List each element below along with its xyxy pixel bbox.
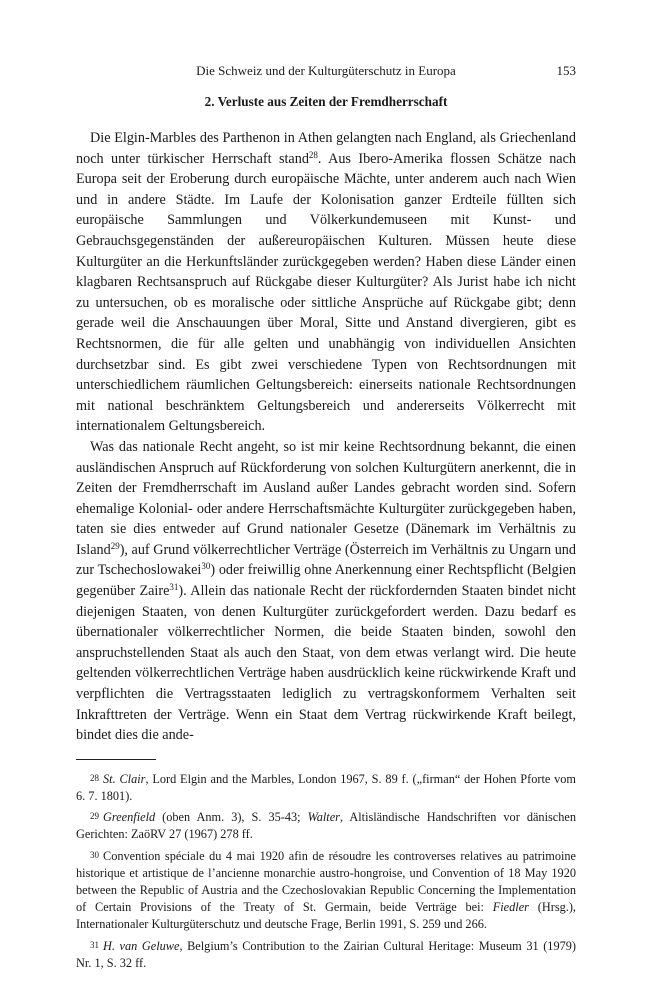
section-heading: 2. Verluste aus Zeiten der Fremdherrschaft <box>204 94 448 109</box>
footnote-author: Walter <box>307 810 340 825</box>
footnote-text: , Lord Elgin and the Marbles, London 1967, S. 89 f. („firman“ der Hohen Pforte vom 6. 7. 1801). <box>76 771 576 804</box>
footnote-ref-28[interactable]: 28 <box>308 149 318 160</box>
page-number: 153 <box>556 63 576 78</box>
footnote-text: , Belgium’s Contribution to the Zairian Cultural Heritage: Museum 31 (1979) Nr. 1, S. 32 ff. <box>76 938 576 970</box>
footnote-text: (Hrsg.), Internationaler Kulturgüterschutz und deutsche Frage, Berlin 1991, S. 259 und 266. <box>76 900 576 932</box>
footnote-number: 31 <box>90 939 99 950</box>
footnote-number: 29 <box>90 811 99 822</box>
footnote-30 <box>76 847 576 934</box>
paragraph-1-text-b: . Aus Ibero-Amerika flossen Schätze nach Europa seit der Eroberung durch europäische Mächte, unter anderem auch nach Wien und in andere Städte. Im Laufe der Kolonisation ganzer Erdteile füllten sich europäische Sammlungen und Völkerkundemuseen mit Kunst- und Gebrauchsgegenständen der außereuropäischen Kulturen. Müssen heute diese Kulturgüter an die Herkunftsländer zurückgegeben werden? Haben diese Länder einen klagbaren Rechtsanspruch auf Rückgabe dieser Kulturgüter? Als Jurist habe ich nicht zu untersuchen, ob es moralische oder sittliche Ansprüche auf Rückgabe gibt; denn gerade weil die Anschauungen über Moral, Sitte und Anstand divergieren, gibt es Rechtsnormen, die für alle gelten und unabhängig von individuellen Ansichten durchsetzbar sind. Es gibt zwei verschiedene Typen von Rechtsordnungen mit unterschiedlichem räumlichen Geltungsbereich: einerseits nationale Rechtsordnungen mit national beschränktem Geltungsbereich und andererseits Völkerrecht mit internationalem Geltungsbereich. <box>76 150 576 435</box>
paragraph-2-text-b: ), auf Grund völkerrechtlicher Verträge (Österreich im Verhältnis zu Ungarn und zur Tschechoslowakei <box>76 541 576 579</box>
footnote-text: , Altisländische Handschriften vor dänischen Gerichten: ZaöRV 27 (1967) 278 ff. <box>76 810 576 842</box>
footnote-number: 28 <box>90 772 99 783</box>
paragraph-2-text-c: ) oder freiwillig ohne Anerkennung einer Rechtspflicht (Belgien gegenüber Zaire <box>76 562 576 600</box>
footnote-text: (oben Anm. 3), S. 35-43; <box>155 810 308 825</box>
footnote-28 <box>76 770 576 805</box>
footnote-author: Greenfield <box>103 810 156 825</box>
footnote-ref-30[interactable]: 30 <box>201 561 211 572</box>
footnote-divider <box>76 759 156 760</box>
footnote-number: 30 <box>90 849 99 860</box>
paragraph-1-text-a: Die Elgin-Marbles des Parthenon in Athen gelangten nach England, als Griechenland noch unter türkischer Herrschaft stand <box>76 130 576 167</box>
footnote-author: St. Clair <box>103 771 146 786</box>
book-page <box>76 60 576 975</box>
footnote-29 <box>76 808 576 843</box>
footnote-ref-29[interactable]: 29 <box>110 540 120 551</box>
footnote-31 <box>76 937 576 972</box>
running-title: Die Schweiz und der Kulturgüterschutz in Europa <box>196 63 456 78</box>
paragraph-1 <box>76 128 576 437</box>
footnote-text: Convention spéciale du 4 mai 1920 afin de résoudre les controverses relatives au patrimoine historique et artistique de l’ancienne monarchie austro-hongroise, und Convention of 18 May 1920 between the Republic of Austria and the Czechoslovakian Republic Concerning the Implementation of Certain Provisions of the Treaty of St. Germain, beide Verträge bei: <box>76 848 576 915</box>
footnote-ref-31[interactable]: 31 <box>169 582 179 593</box>
body-text <box>76 128 576 746</box>
footnote-author: Fiedler <box>492 900 529 915</box>
paragraph-2 <box>76 437 576 746</box>
paragraph-2-text-a: Was das nationale Recht angeht, so ist mir keine Rechtsordnung bekannt, die einen ausländischen Anspruch auf Rückforderung von solchen Kulturgütern anerkennt, die in Zeiten der Fremdherrschaft im Ausland außer Landes gebracht worden sind. Sofern ehemalige Kolonial- oder andere Herrschaftsmächte Kulturgüter zurückgegeben haben, taten sie dies entweder auf Grund nationaler Gesetze (Dänemark im Verhältnis zu Island <box>76 438 576 558</box>
paragraph-2-text-d: ). Allein das nationale Recht der rückfordernden Staaten bindet nicht diejenigen Staaten, von denen Kulturgüter zurückgefordert werden. Dazu bedarf es übernationaler völkerrechtlicher Normen, die beide Staaten binden, sowohl den anspruchstellenden Staat als auch den Staat, von dem etwas verlangt wird. Die heute geltenden völkerrechtlichen Verträge haben ausdrücklich keine rückwirkende Kraft und verpflichten die Vertragsstaaten lediglich zu vertragskonformem Verhalten seit Inkrafttreten der Verträge. Wenn ein Staat dem Vertrag rückwirkende Kraft beilegt, bindet dies die ande- <box>76 583 576 744</box>
footnote-author: H. van Geluwe <box>103 938 180 953</box>
footnotes <box>76 770 576 972</box>
running-head <box>76 60 576 82</box>
